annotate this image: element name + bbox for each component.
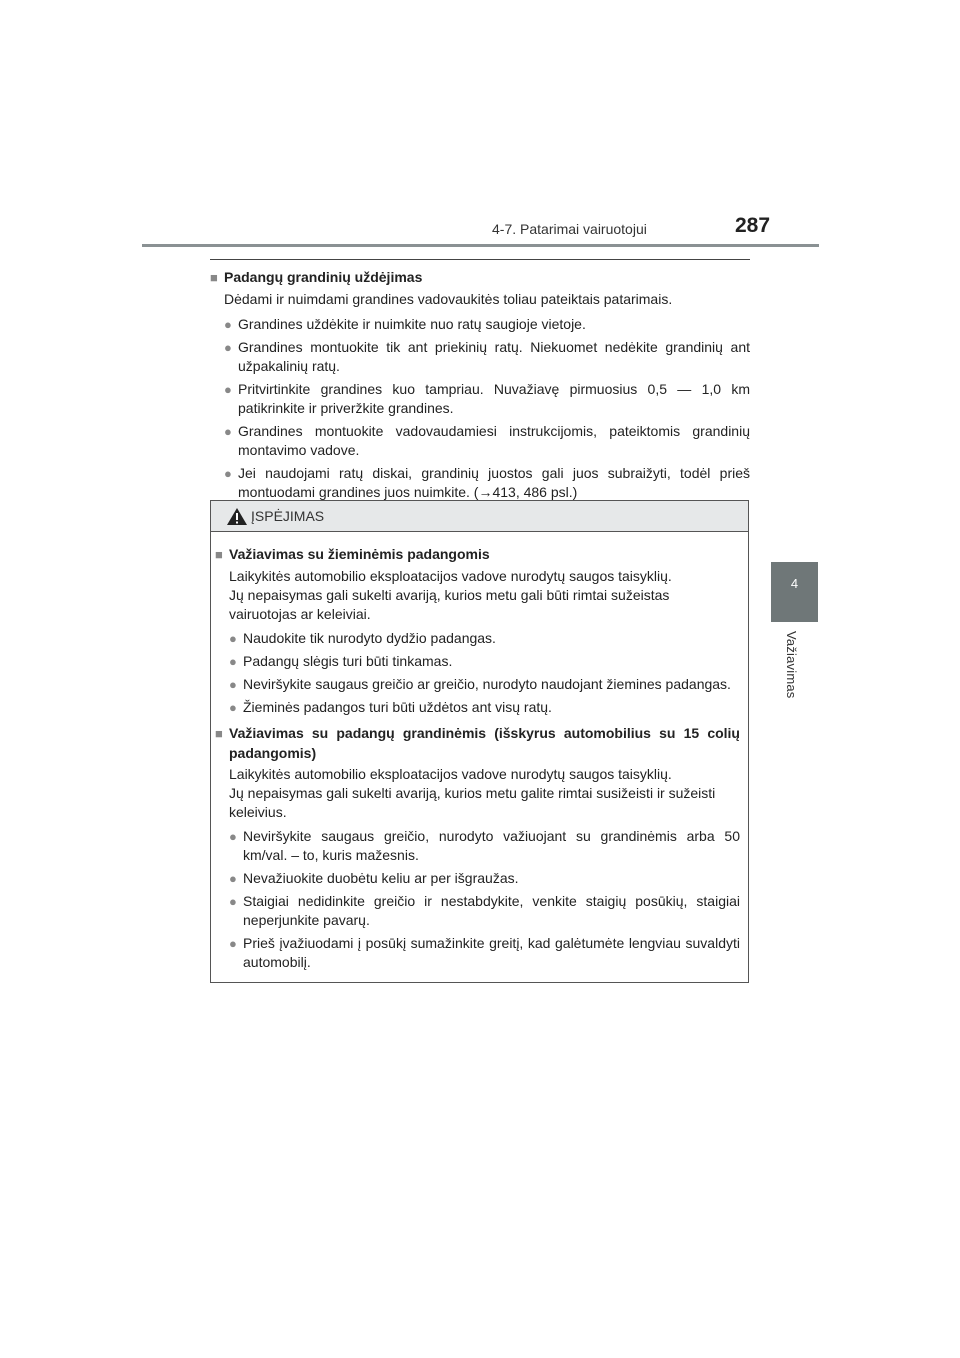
list-item: ● Prieš įvažiuodami į posūkį sumažinkite greitį, kad galėtumėte lengviau suvaldyti automobilį. [229,935,740,970]
header-divider [142,244,819,247]
warning-section-heading: ■ Važiavimas su padangų grandinėmis (išskyrus automobilius su 15 colių padangomis) [215,725,740,761]
circle-bullet-icon: ● [224,340,232,355]
list-item: ● Grandines montuokite tik ant priekinių ratų. Niekuomet nedėkite grandinių ant užpakalinių ratų. [224,339,750,374]
circle-bullet-icon: ● [224,424,232,439]
square-bullet-icon: ■ [210,270,218,285]
warning-box [210,500,749,983]
warning-section-heading: ■ Važiavimas su žieminėmis padangomis [215,544,740,565]
warning-header [211,501,748,532]
circle-bullet-icon: ● [229,677,237,692]
section-heading: ■ Padangų grandinių uždėjimas [210,267,750,288]
list-item: ● Jei naudojami ratų diskai, grandinių juostos gali juos subraižyti, todėl prieš montuodami grandines juos nuimkite. (→413, 486 psl.) [224,465,750,500]
section-divider [210,259,750,260]
circle-bullet-icon: ● [229,936,237,951]
list-item: ● Žieminės padangos turi būti uždėtos ant visų ratų. [229,699,552,715]
circle-bullet-icon: ● [224,317,232,332]
list-item: ● Neviršykite saugaus greičio, nurodyto važiuojant su grandinėmis arba 50 km/val. – to, kuris mažesnis. [229,828,740,863]
warning-body [211,532,748,972]
page-number: 287 [735,214,771,237]
circle-bullet-icon: ● [229,871,237,886]
list-item: ● Grandines uždėkite ir nuimkite nuo ratų saugioje vietoje. [224,316,586,332]
list-item: ● Nevažiuokite duobėtu keliu ar per išgraužas. [229,870,519,886]
circle-bullet-icon: ● [229,631,237,646]
circle-bullet-icon: ● [224,382,232,397]
list-item: ● Naudokite tik nurodyto dydžio padangas. [229,630,496,646]
main-section [210,259,750,506]
list-item: ● Staigiai nedidinkite greičio ir nestabdykite, venkite staigių posūkių, staigiai neperjunkite pavarų. [229,893,740,928]
list-item: ● Neviršykite saugaus greičio ar greičio, nurodyto naudojant žiemines padangas. [229,676,731,692]
list-item: ● Pritvirtinkite grandines kuo tampriau. Nuvažiavę pirmuosius 0,5 — 1,0 km patikrinkite ir priveržkite grandines. [224,381,750,416]
chapter-label: Važiavimas [784,631,799,699]
intro-text: Dėdami ir nuimdami grandines vadovaukitės toliau pateiktais patarimais. [224,291,673,307]
circle-bullet-icon: ● [224,466,232,481]
square-bullet-icon: ■ [215,726,223,741]
square-bullet-icon: ■ [215,547,223,562]
warning-text: Laikykitės automobilio eksploatacijos vadove nurodytų saugos taisyklių. Jų nepaisymas gali sukelti avariją, kurios metu gali būti rimtai sužeistas vairuotojas ar keleiviai. [229,568,672,622]
list-item: ● Grandines montuokite vadovaudamiesi instrukcijomis, pateiktomis grandinių montavimo vadove. [224,423,750,458]
warning-triangle-icon [227,508,247,525]
circle-bullet-icon: ● [229,700,237,715]
chapter-number: 4 [790,576,799,591]
circle-bullet-icon: ● [229,829,237,844]
page-header [0,0,960,250]
circle-bullet-icon: ● [229,894,237,909]
warning-title: ĮSPĖJIMAS [251,508,325,524]
circle-bullet-icon: ● [229,654,237,669]
chapter-tab [771,562,818,622]
section-reference: 4-7. Patarimai vairuotojui [492,221,647,237]
list-item: ● Padangų slėgis turi būti tinkamas. [229,653,453,669]
warning-text: Laikykitės automobilio eksploatacijos vadove nurodytų saugos taisyklių. Jų nepaisymas gali sukelti avariją, kurios metu galite rimtai susižeisti ir sužeisti keleivius. [229,766,716,820]
